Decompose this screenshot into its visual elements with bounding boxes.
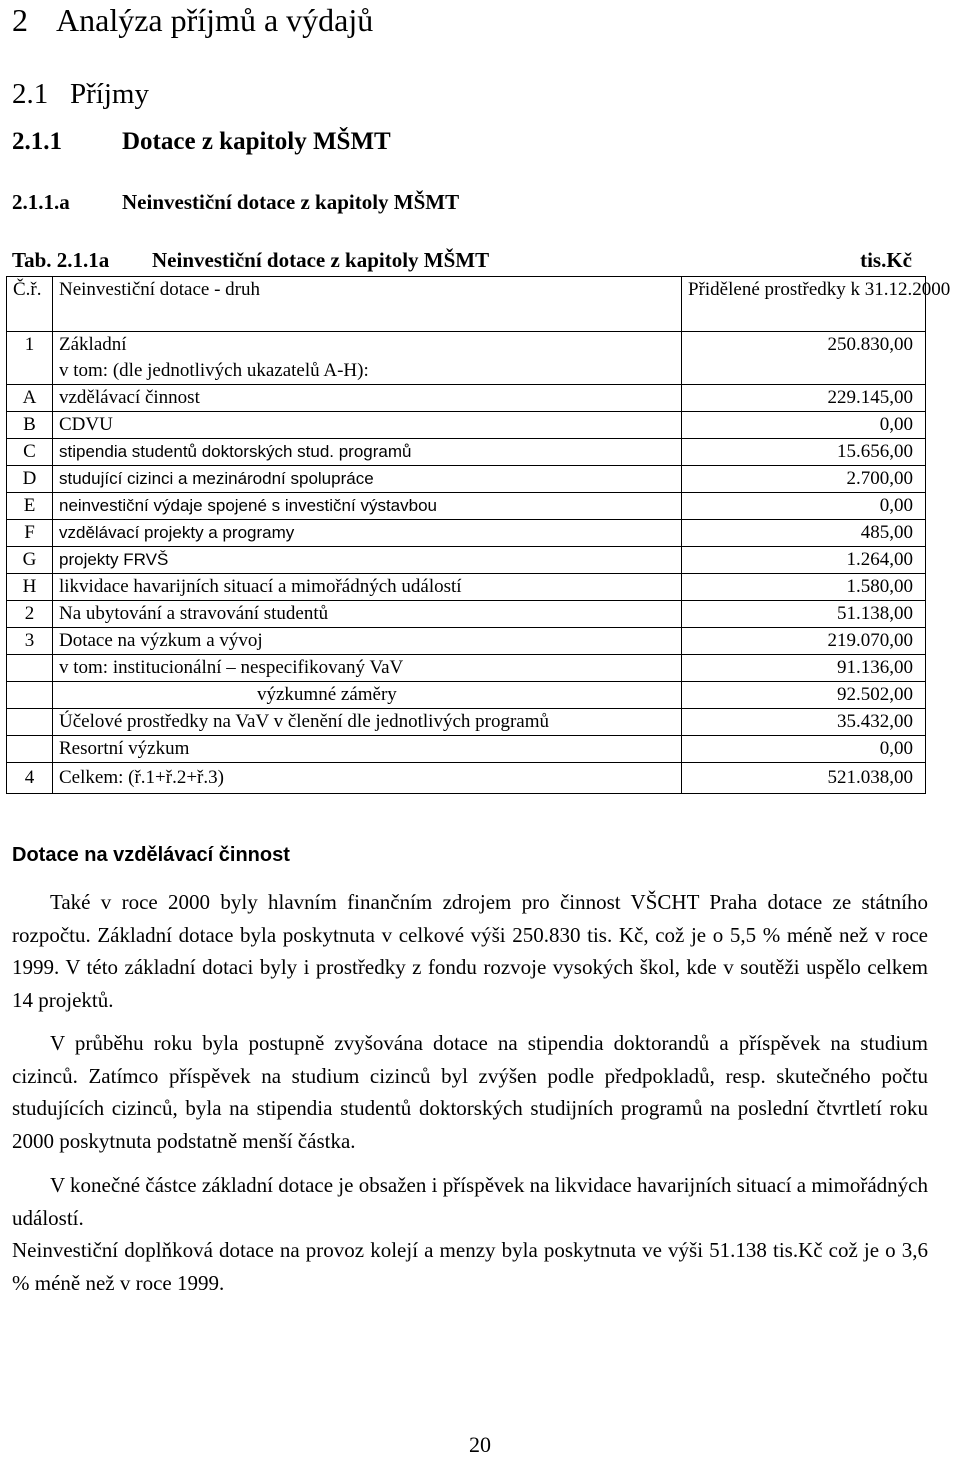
row-code bbox=[7, 709, 53, 736]
table-row bbox=[7, 520, 926, 547]
row-value: 1.264,00 bbox=[682, 547, 926, 574]
row-value: 51.138,00 bbox=[682, 601, 926, 628]
section-number: 2.1 bbox=[12, 78, 49, 110]
row-value: 92.502,00 bbox=[682, 682, 926, 709]
subsubsection-title: Neinvestiční dotace z kapitoly MŠMT bbox=[122, 190, 460, 214]
table-row bbox=[7, 358, 926, 385]
table-row bbox=[7, 682, 926, 709]
row-code: H bbox=[7, 574, 53, 601]
paragraph bbox=[12, 886, 928, 1016]
paragraph bbox=[12, 1234, 928, 1299]
section-title: Příjmy bbox=[70, 78, 149, 110]
row-name: stipendia studentů doktorských stud. programů bbox=[53, 439, 682, 466]
row-code: 2 bbox=[7, 601, 53, 628]
row-name bbox=[53, 682, 682, 709]
table-row bbox=[7, 412, 926, 439]
paragraph-text: V průběhu roku byla postupně zvyšována dotace na stipendia doktorandů a příspěvek na studium cizinců. Zatímco příspěvek na studium cizinců byl zvýšen podle předpokladů, resp. skutečného počtu studujících cizinců, byla na stipendia studentů doktorských studijních programů na poslední čtvrtletí roku 2000 poskytnuta podstatně menší částka. bbox=[12, 1031, 928, 1153]
table-row bbox=[7, 385, 926, 412]
row-value: 35.432,00 bbox=[682, 709, 926, 736]
table-row bbox=[7, 574, 926, 601]
row-name: projekty FRVŠ bbox=[53, 547, 682, 574]
row-name: Dotace na výzkum a vývoj bbox=[53, 628, 682, 655]
row-value: 250.830,00 bbox=[682, 332, 926, 359]
section-subtitle: Dotace na vzdělávací činnost bbox=[12, 844, 290, 866]
row-value: 0,00 bbox=[682, 493, 926, 520]
chapter-heading bbox=[12, 2, 373, 39]
row-code: B bbox=[7, 412, 53, 439]
row-name: Účelové prostředky na VaV v členění dle jednotlivých programů bbox=[53, 709, 682, 736]
table-row bbox=[7, 332, 926, 359]
row-code: 1 bbox=[7, 332, 53, 359]
row-name-text: výzkumné záměry bbox=[257, 684, 397, 705]
row-value: 1.580,00 bbox=[682, 574, 926, 601]
row-code bbox=[7, 655, 53, 682]
table-row bbox=[7, 655, 926, 682]
table-row bbox=[7, 628, 926, 655]
row-code: 3 bbox=[7, 628, 53, 655]
table-row bbox=[7, 547, 926, 574]
table-caption-number: Tab. 2.1.1a bbox=[12, 248, 110, 272]
table-row bbox=[7, 466, 926, 493]
row-value: 2.700,00 bbox=[682, 466, 926, 493]
section-heading bbox=[12, 78, 149, 111]
subsubsection-number: 2.1.1.a bbox=[12, 190, 70, 214]
table-row bbox=[7, 736, 926, 763]
table-header-row bbox=[7, 277, 926, 332]
row-name: vzdělávací projekty a programy bbox=[53, 520, 682, 547]
row-value: 0,00 bbox=[682, 736, 926, 763]
row-code: 4 bbox=[7, 763, 53, 794]
subsection-heading bbox=[12, 128, 391, 156]
row-name: CDVU bbox=[53, 412, 682, 439]
header-code: Č.ř. bbox=[7, 277, 53, 332]
paragraph bbox=[12, 1169, 928, 1234]
table-row bbox=[7, 439, 926, 466]
row-code: A bbox=[7, 385, 53, 412]
row-name: Na ubytování a stravování studentů bbox=[53, 601, 682, 628]
row-name: neinvestiční výdaje spojené s investiční výstavbou bbox=[53, 493, 682, 520]
table-total-row bbox=[7, 763, 926, 794]
row-value: 219.070,00 bbox=[682, 628, 926, 655]
subsection-number: 2.1.1 bbox=[12, 128, 62, 155]
row-name: Resortní výzkum bbox=[53, 736, 682, 763]
row-value: 91.136,00 bbox=[682, 655, 926, 682]
row-code: E bbox=[7, 493, 53, 520]
paragraph-text: Také v roce 2000 byly hlavním finančním zdrojem pro činnost VŠCHT Praha dotace ze státního rozpočtu. Základní dotace byla poskytnuta v celkové výši 250.830 tis. Kč, což je o 5,5 % méně než v roce 1999. V této základní dotaci byly i prostředky z fondu rozvoje vysokých škol, kde v soutěži uspělo celkem 14 projektů. bbox=[12, 890, 928, 1012]
row-name: v tom: (dle jednotlivých ukazatelů A-H): bbox=[53, 358, 682, 385]
table-row bbox=[7, 601, 926, 628]
row-code bbox=[7, 358, 53, 385]
row-value: 229.145,00 bbox=[682, 385, 926, 412]
paragraph bbox=[12, 1027, 928, 1157]
chapter-number: 2 bbox=[12, 2, 28, 38]
row-name: Základní bbox=[53, 332, 682, 359]
subsidy-table bbox=[6, 276, 951, 794]
row-code bbox=[7, 736, 53, 763]
row-name: vzdělávací činnost bbox=[53, 385, 682, 412]
table-unit: tis.Kč bbox=[860, 248, 912, 272]
table-caption bbox=[12, 248, 912, 273]
subsubsection-heading bbox=[12, 190, 459, 215]
row-value bbox=[682, 358, 926, 385]
row-name: likvidace havarijních situací a mimořádných událostí bbox=[53, 574, 682, 601]
chapter-title: Analýza příjmů a výdajů bbox=[56, 2, 374, 38]
table-row bbox=[7, 493, 926, 520]
row-code: C bbox=[7, 439, 53, 466]
table-caption-title: Neinvestiční dotace z kapitoly MŠMT bbox=[152, 248, 490, 272]
row-code: F bbox=[7, 520, 53, 547]
page-number: 20 bbox=[469, 1432, 491, 1457]
row-value: 15.656,00 bbox=[682, 439, 926, 466]
row-code: G bbox=[7, 547, 53, 574]
header-name: Neinvestiční dotace - druh bbox=[53, 277, 682, 332]
row-name: v tom: institucionální – nespecifikovaný VaV bbox=[53, 655, 682, 682]
table-row bbox=[7, 709, 926, 736]
row-name: studující cizinci a mezinárodní spolupráce bbox=[53, 466, 682, 493]
header-value: Přidělené prostředky k 31.12.2000 bbox=[682, 277, 926, 332]
row-code: D bbox=[7, 466, 53, 493]
row-value: 485,00 bbox=[682, 520, 926, 547]
row-value: 521.038,00 bbox=[682, 763, 926, 794]
row-name: Celkem: (ř.1+ř.2+ř.3) bbox=[53, 763, 682, 794]
paragraph-text: Neinvestiční doplňková dotace na provoz kolejí a menzy byla poskytnuta ve výši 51.138 tis.Kč což je o 3,6 % méně než v roce 1999. bbox=[12, 1238, 928, 1295]
subsection-title: Dotace z kapitoly MŠMT bbox=[122, 128, 391, 155]
row-value: 0,00 bbox=[682, 412, 926, 439]
row-code bbox=[7, 682, 53, 709]
paragraph-text: V konečné částce základní dotace je obsažen i příspěvek na likvidace havarijních situací a mimořádných událostí. bbox=[12, 1173, 928, 1230]
